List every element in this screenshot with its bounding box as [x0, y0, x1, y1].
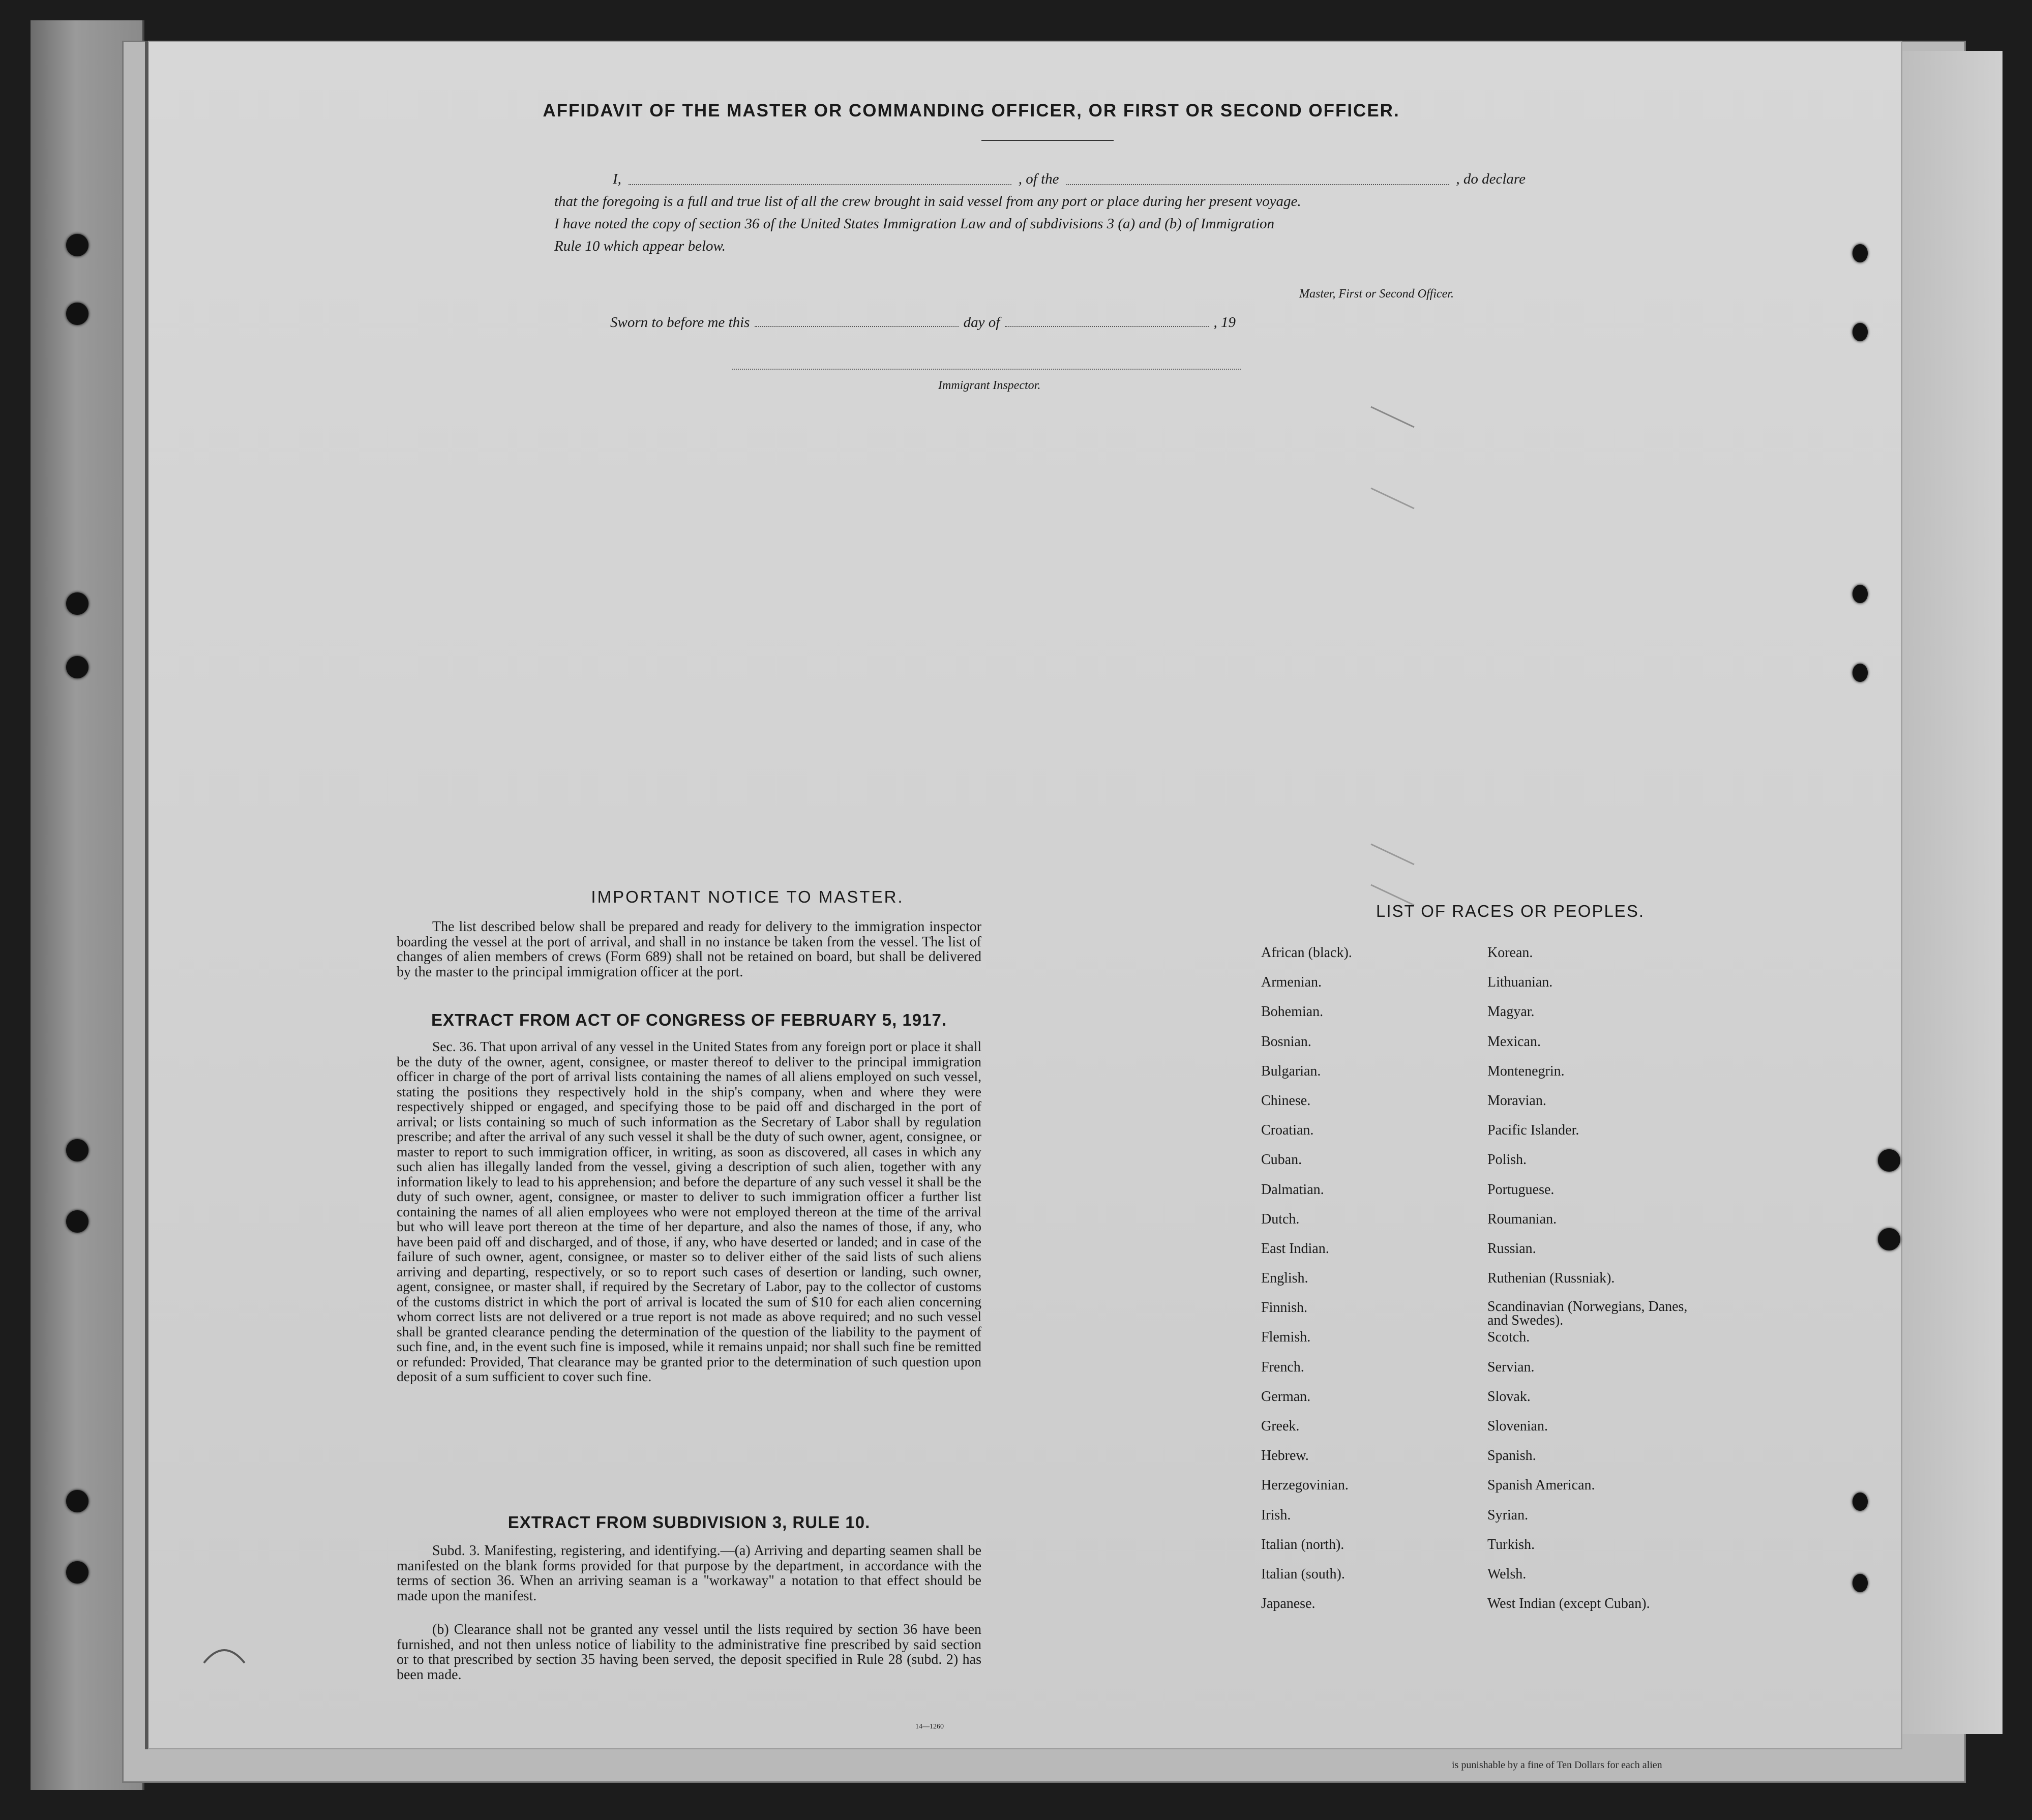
title-underline [981, 140, 1114, 141]
binder-hole [66, 303, 88, 325]
binder-hole [1852, 323, 1868, 341]
signature-caption: Master, First or Second Officer. [1299, 287, 1454, 301]
binder-hole [66, 1210, 88, 1233]
race-item: East Indian. [1261, 1240, 1329, 1257]
binder-hole [66, 1139, 88, 1161]
race-item: Slovenian. [1487, 1418, 1548, 1434]
race-item: Moravian. [1487, 1092, 1546, 1109]
race-item: Ruthenian (Russniak). [1487, 1270, 1615, 1287]
race-item: Dutch. [1261, 1211, 1300, 1227]
act-extract-heading: EXTRACT FROM ACT OF CONGRESS OF FEBRUARY 5, 1917. [431, 1010, 947, 1029]
binder-hole [1852, 585, 1868, 603]
race-item: Bulgarian. [1261, 1063, 1321, 1079]
race-item: French. [1261, 1359, 1304, 1375]
race-item: Armenian. [1261, 974, 1322, 991]
race-item: Slovak. [1487, 1388, 1531, 1405]
race-item: Lithuanian. [1487, 974, 1553, 991]
affidavit-line-2: that the foregoing is a full and true list of all the crew brought in said vessel from any port or place during her present voyage. [554, 193, 1301, 210]
race-item: Bohemian. [1261, 1004, 1324, 1020]
binder-hole [1852, 1493, 1868, 1511]
race-item: Polish. [1487, 1152, 1527, 1168]
binder-hole [1852, 664, 1868, 682]
race-item: Finnish. [1261, 1300, 1308, 1316]
rule-extract-paragraph-b: (b) Clearance shall not be granted any vessel until the lists required by section 36 have been furnished, and not then unless notice of liability to the administrative fine prescribed by said section or to that prescribed by section 35 having been served, the deposit specified in Rule 28 (subd. 2) has been made. [397, 1622, 981, 1683]
race-item: Portuguese. [1487, 1181, 1555, 1198]
race-item: Syrian. [1487, 1507, 1529, 1523]
race-item: Irish. [1261, 1507, 1291, 1523]
declarant-prefix: I, [613, 171, 621, 187]
race-item: English. [1261, 1270, 1308, 1287]
race-item: Magyar. [1487, 1004, 1535, 1020]
binder-hole [66, 234, 88, 256]
binder-hole [66, 656, 88, 678]
race-item: Scotch. [1487, 1329, 1530, 1346]
race-item: Spanish American. [1487, 1477, 1595, 1494]
race-item: Turkish. [1487, 1536, 1535, 1553]
binder-hole [66, 592, 88, 615]
race-item: Cuban. [1261, 1152, 1302, 1168]
race-item: Greek. [1261, 1418, 1300, 1434]
affidavit-line-4: Rule 10 which appear below. [554, 238, 726, 254]
race-item: Welsh. [1487, 1566, 1527, 1582]
form-number: 14—1260 [915, 1723, 944, 1731]
race-item: Chinese. [1261, 1092, 1311, 1109]
race-item: Montenegrin. [1487, 1063, 1565, 1079]
declarant-line [554, 168, 1526, 190]
rule-extract-paragraph-a: Subd. 3. Manifesting, registering, and identifying.—(a) Arriving and departing seamen shall be manifested on the blank forms provided for that purpose by the department, in accordance with the terms of section 36. When an arriving seaman is a "workaway" a notation to that effect should be made upon the manifest. [397, 1543, 981, 1604]
act-extract-paragraph: Sec. 36. That upon arrival of any vessel in the United States from any foreign port or place it shall be the duty of the owner, agent, consignee, or master thereof to deliver to the principal immigration officer in charge of the port of arrival lists containing the names of all aliens employed on such vessel, stating the positions they respectively hold in the ship's company, when and where they were respectively shipped or engaged, and specifying those to be paid off and discharged in the port of arrival; or lists containing so much of such information as the Secretary of Labor shall by regulation prescribe; and after the arrival of any such vessel it shall be the duty of such owner, agent, consignee, or master to report to such immigration officer, in writing, as soon as discovered, all cases in which any such alien has illegally landed from the vessel, giving a description of such alien, together with any information likely to lead to his apprehension; and before the departure of any such vessel it shall be the duty of such owner, agent, consignee, or master to deliver to such immigration officer a further list containing the names of all alien employees who were not employed thereon at the time of the arrival but who will leave port thereon at the time of her departure, and also the names of those, if any, who have been paid off and discharged, and of those, if any, who have deserted or landed; and in case of the failure of such owner, agent, consignee, or master so to deliver either of the said lists of such aliens arriving and departing, respectively, or so to report such cases of desertion or landing, such owner, agent, consignee, or master shall, if required by the Secretary of Labor, pay to the collector of customs of the customs district in which the port of arrival is located the sum of $10 for each alien concerning whom correct lists are not delivered or a true report is not made as above required; and no such vessel shall be granted clearance pending the determination of the question of the liability to the payment of such fine, and, in the event such fine is imposed, while it remains unpaid; nor shall such fine be remitted or refunded: Provided, That clearance may be granted prior to the determination of such question upon deposit of a sum sufficient to cover such fine. [397, 1038, 981, 1384]
year-label: , 19 [1213, 314, 1236, 331]
sworn-month-field[interactable] [1005, 326, 1208, 327]
vessel-name-field[interactable] [1066, 168, 1449, 185]
inspector-caption: Immigrant Inspector. [938, 379, 1041, 392]
race-item: Italian (south). [1261, 1566, 1345, 1582]
notice-title: IMPORTANT NOTICE TO MASTER. [591, 887, 904, 906]
race-item: German. [1261, 1388, 1311, 1405]
race-item: West Indian (except Cuban). [1487, 1596, 1650, 1612]
race-item: Italian (north). [1261, 1536, 1344, 1553]
affidavit-title: AFFIDAVIT OF THE MASTER OR COMMANDING OFFICER, OR FIRST OR SECOND OFFICER. [543, 101, 1400, 121]
races-title: LIST OF RACES OR PEOPLES. [1376, 902, 1645, 920]
race-item: Flemish. [1261, 1329, 1311, 1346]
race-item: Croatian. [1261, 1122, 1314, 1139]
day-of-label: day of [963, 314, 1000, 331]
footer-fragment: is punishable by a fine of Ten Dollars for each alien [1452, 1759, 1662, 1771]
race-item: Japanese. [1261, 1596, 1316, 1612]
race-item: Pacific Islander. [1487, 1122, 1579, 1139]
binder-hole [1852, 1574, 1868, 1592]
notice-paragraph: The list described below shall be prepared and ready for delivery to the immigration inspector boarding the vessel at the port of arrival, and shall in no instance be taken from the vessel. The list of changes of alien members of crews (Form 689) shall not be retained on board, but shall be delivered by the master to the principal immigration officer at the port. [397, 919, 981, 980]
rule-extract-heading: EXTRACT FROM SUBDIVISION 3, RULE 10. [507, 1513, 871, 1532]
inspector-signature-field[interactable] [732, 369, 1241, 370]
race-item: Scandinavian (Norwegians, Danes, and Swedes). [1487, 1299, 1688, 1329]
race-item: Herzegovinian. [1261, 1477, 1349, 1494]
binder-hole [66, 1490, 88, 1512]
binder-hole [66, 1561, 88, 1584]
facing-page-edge [1899, 51, 2003, 1734]
races-column-1 [1261, 945, 1352, 1625]
declare-label: , do declare [1456, 171, 1526, 187]
race-item: Dalmatian. [1261, 1181, 1324, 1198]
race-item: Korean. [1487, 945, 1533, 961]
binder-hole [1852, 244, 1868, 262]
race-item: Russian. [1487, 1240, 1536, 1257]
sworn-day-field[interactable] [755, 326, 958, 327]
affidavit-line-3: I have noted the copy of section 36 of the United States Immigration Law and of subdivisions 3 (a) and (b) of Immigration [554, 216, 1275, 232]
race-item: Mexican. [1487, 1033, 1541, 1050]
race-item: Roumanian. [1487, 1211, 1557, 1227]
race-item: Hebrew. [1261, 1448, 1309, 1464]
race-item: African (black). [1261, 945, 1352, 961]
of-the-label: , of the [1018, 171, 1059, 187]
sworn-line [610, 314, 1236, 331]
binder-hole [1878, 1149, 1900, 1172]
declarant-name-field[interactable] [629, 168, 1011, 185]
race-item: Spanish. [1487, 1448, 1536, 1464]
races-column-2 [1487, 945, 1701, 1625]
sworn-prefix: Sworn to before me this [610, 314, 750, 331]
race-item: Bosnian. [1261, 1033, 1311, 1050]
affidavit-statement [554, 168, 1526, 257]
binder-hole [1878, 1228, 1900, 1250]
race-item: Servian. [1487, 1359, 1535, 1375]
